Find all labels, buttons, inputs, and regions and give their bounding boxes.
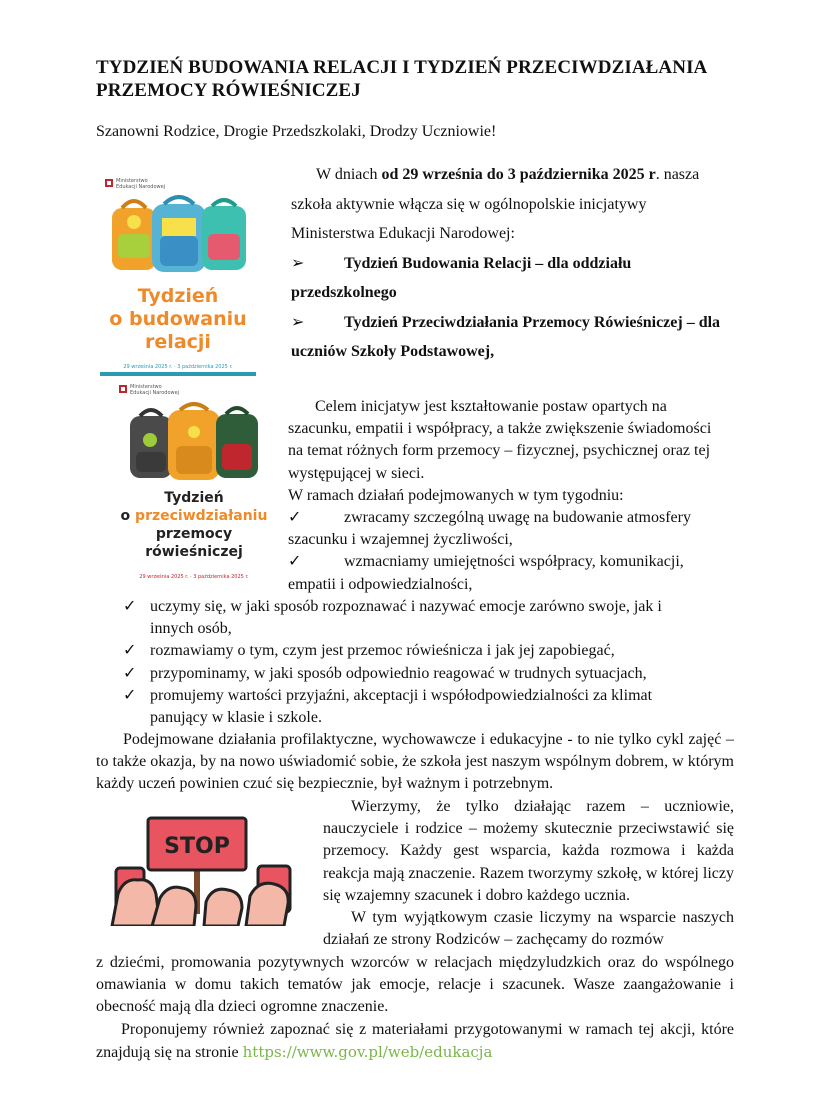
paragraph-cooperation-a: Wierzymy, że tylko działając razem – uczniowie, nauczyciele i rodzice – możemy skutecznie przeciwstawić się przemocy. Każdy gest wsparcia, każda rozmowa i każda reakcja mają znaczenie. Razem tworzymy szkołę, w której liczy się wzajemny szacunek i dobro każdego ucznia. (323, 798, 734, 904)
goal-intro: Celem inicjatyw jest kształtowanie postaw opartych na szacunku, empatii i współpracy, a także zwiększenie świadomości na temat różnych form przemocy – fizycznej, psychicznej oraz tej występującej w sieci. (288, 398, 712, 482)
poster1-title-line2: o budowaniu (109, 308, 247, 330)
goal-block (288, 396, 728, 596)
paragraph-parents: z dziećmi, promowania pozytywnych wzorców w relacjach międzyludzkich oraz do wspólnego omawiania w domu takich tematów jak emocje, relacje i szacunek. Wasze zaangażowanie i obecność mają dla dzieci ogromne znaczenie. (96, 954, 734, 1016)
initiative-text: Tydzień Przeciwdziałania Przemocy Rówieśniczej – dla uczniów Szkoły Podstawowej, (291, 313, 721, 360)
poster-relations-week (100, 172, 256, 376)
list-item-text: promujemy wartości przyjaźni, akceptacji i współodpowiedzialności za klimat panujący w klasie i szkole. (150, 686, 653, 727)
backpacks-icon (108, 194, 250, 274)
goal-item-text: zwracamy szczególną uwagę na budowanie atmosfery szacunku i wzajemnej życzliwości, (288, 509, 691, 549)
check-icon: ✓ (123, 642, 137, 660)
initiative-item (291, 308, 731, 367)
stop-sign-text: STOP (164, 834, 230, 859)
ministry-logo-icon (118, 384, 128, 394)
check-icon: ✓ (288, 553, 302, 571)
intro-suffix: . nasza szkoła aktywnie włącza się w ogólnopolskie inicjatywy Ministerstwa Edukacji Narodowej: (291, 166, 700, 242)
intro-prefix: W dniach (316, 166, 382, 183)
arrow-bullet-icon: ➢ (291, 254, 305, 272)
list-item-text: rozmawiamy o tym, czym jest przemoc rówieśnicza i jak jej zapobiegać, (150, 642, 615, 660)
poster2-title-line2-prefix: o (120, 508, 136, 524)
initiative-text: Tydzień Budowania Relacji – dla oddziału przedszkolnego (291, 254, 632, 301)
list-item (123, 596, 723, 640)
check-icon: ✓ (288, 509, 302, 527)
intro-block (291, 160, 731, 367)
arrow-bullet-icon: ➢ (291, 313, 305, 331)
backpacks-icon (124, 402, 264, 482)
goal-lead: W ramach działań podejmowanych w tym tygodniu: (288, 486, 624, 504)
stop-protest-illustration (108, 814, 302, 926)
check-icon: ✓ (123, 598, 137, 615)
check-icon: ✓ (123, 686, 137, 704)
paragraph-prevention: Podejmowane działania profilaktyczne, wychowawcze i edukacyjne - to nie tylko cykl zajęć – to także okazja, by na nowo uświadomić sobie, że szkoła jest naszym wspólnym dobrem, w którym każdy uczeń powinien czuć się bezpiecznie, był ważnym i potrzebnym. (96, 731, 734, 793)
list-item (123, 685, 723, 729)
poster1-bottom-bar (100, 372, 256, 376)
poster1-title-line1: Tydzień (137, 285, 219, 307)
poster2-title-line2 (114, 508, 274, 524)
intro-dates: od 29 września do 3 października 2025 r (381, 166, 656, 183)
list-item-text: przypominamy, w jaki sposób odpowiednio reagować w trudnych sytuacjach, (150, 664, 647, 682)
ministry-name: Ministerstwo Edukacji Narodowej (116, 178, 166, 190)
paragraph-materials (96, 1019, 734, 1064)
page-title: TYDZIEŃ BUDOWANIA RELACJI I TYDZIEŃ PRZECIWDZIAŁANIA PRZEMOCY RÓWIEŚNICZEJ (96, 57, 707, 101)
paragraph-cooperation (323, 796, 734, 951)
paragraph-cooperation-b: W tym wyjątkowym czasie liczymy na wsparcie naszych działań ze strony Rodziców – zachęcamy do rozmów (323, 909, 734, 949)
initiative-item (291, 249, 731, 308)
activities-list (123, 596, 723, 729)
poster-peer-violence-week (114, 380, 274, 584)
ministry-name: Ministerstwo Edukacji Narodowej (130, 384, 180, 396)
poster2-title-line3: przemocy (155, 526, 233, 542)
poster2-dates: 29 września 2025 r. · 3 października 2025 r. (139, 574, 249, 580)
paragraph-materials-text: Proponujemy również zapoznać się z materiałami przygotowanymi w ramach tej akcji, które znajdują się na stronie (96, 1021, 734, 1062)
list-item-text: uczymy się, w jaki sposób rozpoznawać i nazywać emocje zarówno swoje, jak i innych osób, (150, 598, 662, 638)
poster2-title-line4: rówieśniczej (145, 544, 243, 560)
list-item (123, 663, 723, 685)
gov-education-link[interactable]: https://www.gov.pl/web/edukacja (242, 1043, 493, 1062)
goal-item (288, 507, 728, 551)
poster2-title-line2-accent: przeciwdziałaniu (135, 508, 268, 524)
poster2-title-line1: Tydzień (164, 490, 224, 506)
list-item (123, 640, 723, 662)
check-icon: ✓ (123, 664, 137, 682)
goal-item (288, 551, 728, 595)
greeting: Szanowni Rodzice, Drogie Przedszkolaki, Drodzy Uczniowie! (96, 123, 497, 140)
intro-paragraph (291, 160, 731, 249)
ministry-logo-icon (104, 178, 114, 188)
poster1-dates: 29 września 2025 r. · 3 października 2025 r. (123, 364, 233, 370)
goal-item-text: wzmacniamy umiejętności współpracy, komunikacji, empatii i odpowiedzialności, (288, 553, 684, 593)
poster1-title-line3: relacji (145, 331, 211, 353)
